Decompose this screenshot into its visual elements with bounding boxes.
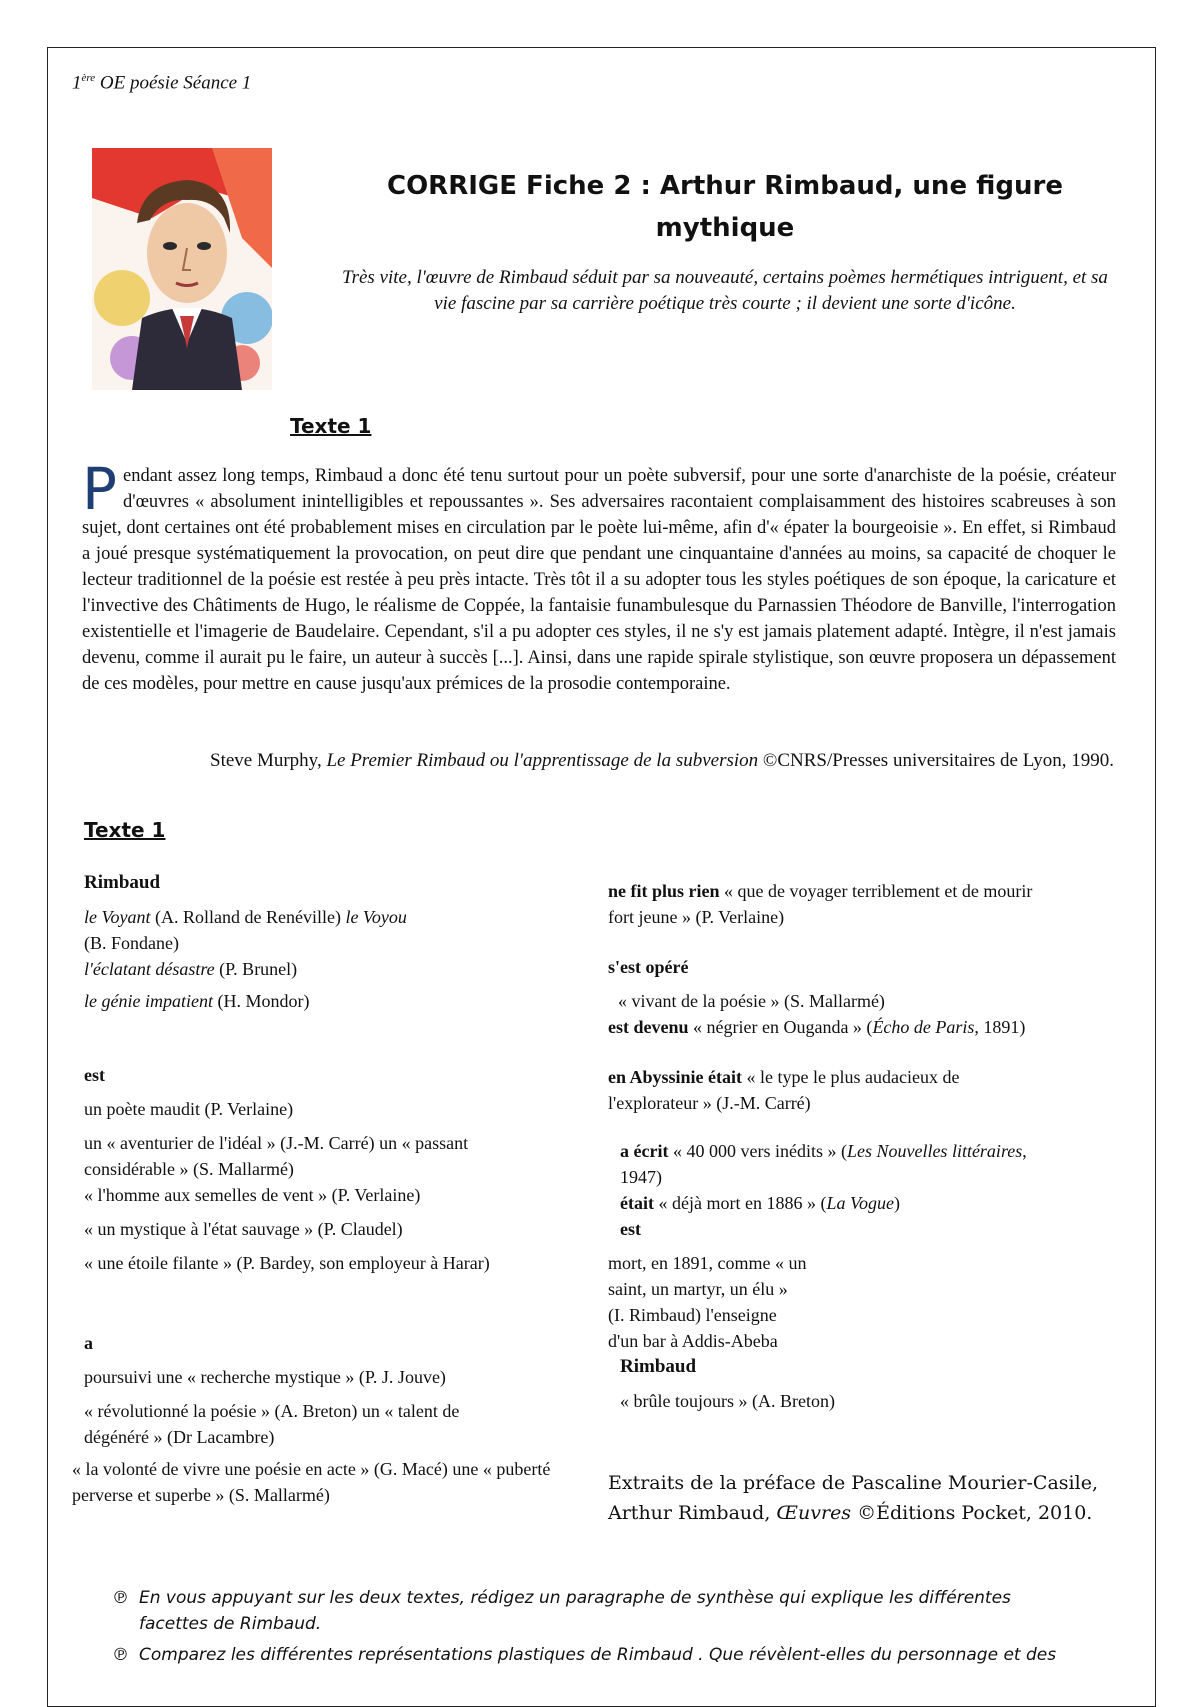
- item-mort-4: d'un bar à Addis-Abeba: [608, 1331, 778, 1351]
- right-column: [608, 878, 1128, 1414]
- item-devenu: est devenu « négrier en Ouganda » (Écho de Paris, 1891): [608, 1017, 1026, 1037]
- passage-source: Steve Murphy, Le Premier Rimbaud ou l'apprentissage de la subversion ©CNRS/Presses universitaires de Lyon, 1990.: [210, 750, 1115, 771]
- drop-cap: P: [82, 455, 117, 523]
- item-abyssinie: en Abyssinie était « le type le plus audacieux de: [608, 1067, 960, 1087]
- item-semelles: « l'homme aux semelles de vent » (P. Verlaine): [84, 1185, 421, 1205]
- section-heading-texte1-a: Texte 1: [290, 414, 372, 438]
- item-etoile: « une étoile filante » (P. Bardey, son employeur à Harar): [84, 1253, 490, 1273]
- document-title: CORRIGE Fiche 2 : Arthur Rimbaud, une figure mythique: [387, 171, 1063, 243]
- epithet-genie: le génie impatient (H. Mondor): [84, 991, 310, 1011]
- item-volonte-2: perverse et superbe » (S. Mallarmé): [72, 1485, 330, 1505]
- label-est: est: [84, 1065, 105, 1085]
- item-revolutionne-2: dégénéré » (Dr Lacambre): [84, 1427, 275, 1447]
- item-mort-2: saint, un martyr, un élu »: [608, 1279, 788, 1299]
- item-brule: « brûle toujours » (A. Breton): [620, 1391, 835, 1411]
- left-column-est: [84, 1062, 564, 1276]
- item-nefit: ne fit plus rien « que de voyager terriblement et de mourir: [608, 881, 1033, 901]
- header-label: 1ère OE poésie Séance 1: [72, 72, 252, 94]
- preface-credit: Extraits de la préface de Pascaline Mourier-Casile, Arthur Rimbaud, Œuvres ©Éditions Pocket, 2010.: [608, 1472, 1098, 1524]
- item-revolutionne-1: « révolutionné la poésie » (A. Breton) un « talent de: [84, 1401, 460, 1421]
- item-nefit-2: fort jeune » (P. Verlaine): [608, 907, 785, 927]
- item-etait: était « déjà mort en 1886 » (La Vogue): [620, 1193, 900, 1213]
- item-aventurier-1: un « aventurier de l'idéal » (J.-M. Carré) un « passant: [84, 1133, 469, 1153]
- document-subtitle: Très vite, l'œuvre de Rimbaud séduit par sa nouveauté, certains poèmes hermétiques intriguent, et sa vie fascine par sa carrière poétique très courte ; il devient une sorte d'icône.: [342, 267, 1108, 314]
- murphy-passage: [82, 455, 1116, 697]
- rimbaud-portrait-image: [92, 148, 272, 390]
- label-rimbaud-right: Rimbaud: [620, 1356, 697, 1377]
- item-mort-1: mort, en 1891, comme « un: [608, 1253, 807, 1273]
- item-vivant: « vivant de la poésie » (S. Mallarmé): [618, 991, 885, 1011]
- question-2: ℗ Comparez les différentes représentations plastiques de Rimbaud . Que révèlent-elles du personnage et des: [112, 1642, 1122, 1668]
- question-bullet-icon: ℗: [112, 1588, 129, 1608]
- epithet-desastre: l'éclatant désastre (P. Brunel): [84, 959, 298, 979]
- item-recherche: poursuivi une « recherche mystique » (P. J. Jouve): [84, 1367, 446, 1387]
- epithet-voyou-source: (B. Fondane): [84, 933, 179, 953]
- item-aecrit: a écrit « 40 000 vers inédits » (Les Nouvelles littéraires,: [620, 1141, 1027, 1161]
- left-column: [84, 870, 564, 1014]
- item-mort-3: (I. Rimbaud) l'enseigne: [608, 1305, 777, 1325]
- epithet-voyant: le Voyant (A. Rolland de Renéville) le Voyou: [84, 907, 407, 927]
- label-a: a: [84, 1333, 93, 1353]
- item-aventurier-2: considérable » (S. Mallarmé): [84, 1159, 294, 1179]
- label-sestopere: s'est opéré: [608, 957, 689, 977]
- item-volonte-1: « la volonté de vivre une poésie en acte » (G. Macé) une « puberté: [72, 1459, 551, 1479]
- label-est-right: est: [620, 1219, 641, 1239]
- item-maudit: un poète maudit (P. Verlaine): [84, 1099, 294, 1119]
- question-1: ℗ En vous appuyant sur les deux textes, rédigez un paragraphe de synthèse qui explique les différentes facettes de Rimbaud.: [112, 1585, 1082, 1637]
- item-1947: 1947): [620, 1167, 662, 1187]
- question-bullet-icon: ℗: [112, 1645, 129, 1665]
- left-column-a: [72, 1330, 604, 1508]
- item-mystique: « un mystique à l'état sauvage » (P. Claudel): [84, 1219, 403, 1239]
- section-heading-texte1-b: Texte 1: [84, 818, 166, 842]
- label-rimbaud: Rimbaud: [84, 872, 161, 893]
- item-abyssinie-2: l'explorateur » (J.-M. Carré): [608, 1093, 811, 1113]
- passage-body: endant assez long temps, Rimbaud a donc été tenu surtout pour un poète subversif, pour une sorte d'anarchiste de la poésie, créateur d'œuvres « absolument inintelligibles et repoussantes ». Ses adversaires racontaient complaisamment des histoires scabreuses à son sujet, dont certaines ont été probablement mises en circulation par le poète lui-même, afin d'« épater la bourgeoisie ». En effet, si Rimbaud a joué presque systématiquement la provocation, on peut dire que pendant une cinquantaine d'années au moins, sa capacité de choquer le lecteur traditionnel de la poésie est restée à peu près intacte. Très tôt il a su adopter tous les styles poétiques de son époque, la caricature et l'invective des Châtiments de Hugo, le réalisme de Coppée, la fantaisie funambulesque du Parnassien Théodore de Banville, l'interrogation existentielle et l'imagerie de Baudelaire. Cependant, s'il a pu adopter ces styles, il ne s'y est jamais platement adapté. Intègre, il n'est jamais devenu, comme il aurait pu le faire, un auteur à succès [...]. Ainsi, dans une rapide spirale stylistique, son œuvre proposera un dépassement de ces modèles, pour mettre en cause jusqu'aux prémices de la prosodie contemporaine.: [82, 466, 1116, 694]
